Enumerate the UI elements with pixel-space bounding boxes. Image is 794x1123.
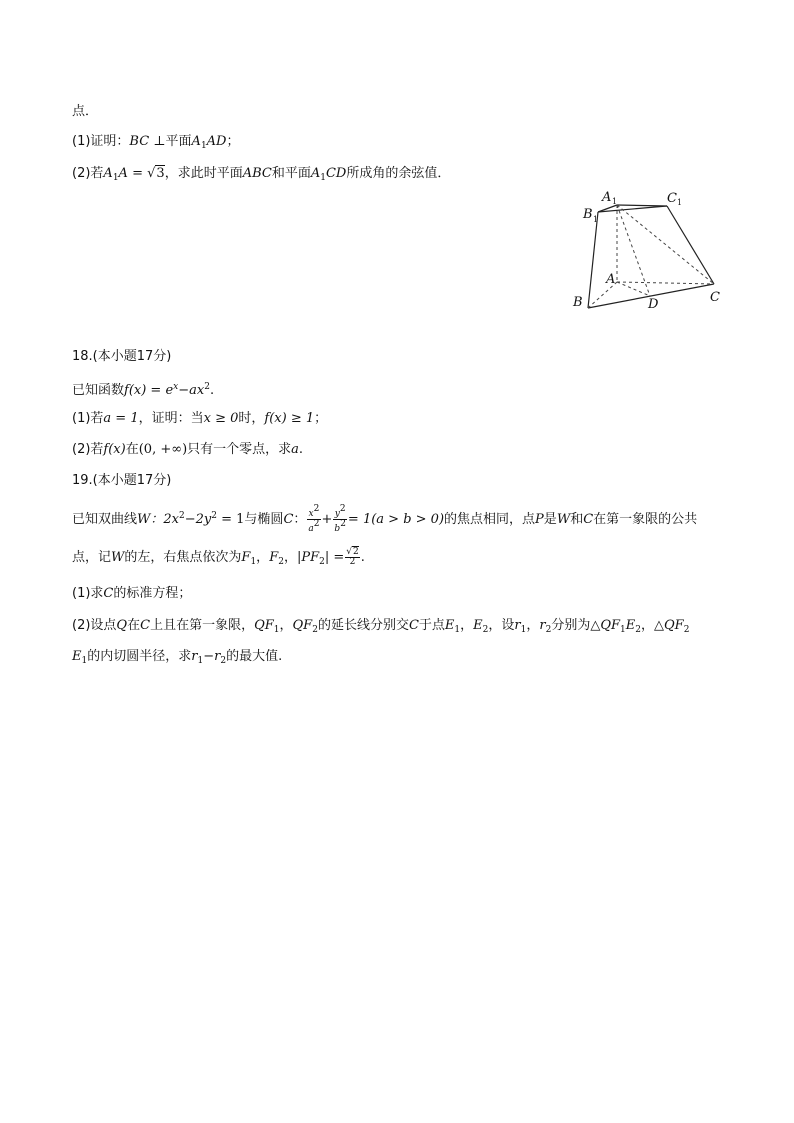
edge-b1-c1 [598,206,667,212]
problem17-part2: (2)若$A_1A = √3$，求此时平面ABC和平面$A_1CD$所成角的余弦值． [72,166,451,183]
problem19-line2: 点，记W的左，右焦点依次为$F_1$，$F_2$，$|PF_2|$ = $\frac{√2}{2}$ . [72,547,365,567]
problem18-part2: (2)若f(x)在(0, +∞)只有一个零点，求a. [72,442,304,457]
label-c1: C [667,191,677,206]
label-b: B [573,295,583,310]
problem19-part1: (1)求C的标准方程； [72,586,192,601]
problem17-tail: 点． [72,104,99,119]
svg-text:1: 1 [612,197,618,206]
problem19-heading: 19.(本小题17分) [72,473,172,488]
edge-a-c [617,282,714,284]
edge-a1-d [617,205,650,296]
edge-a-d [617,282,650,296]
edge-b1-b [588,212,598,308]
problem18-statement: 已知函数$f(x) = e^x-ax^2$. [72,382,215,398]
problem18-part1: (1)若a = 1，证明：当x ≥ 0时，f(x) ≥ 1； [72,411,328,426]
label-a1: A [602,190,612,205]
svg-text:1: 1 [677,198,683,207]
label-b1: B [583,207,593,222]
problem19-part2-line2: $E_1$的内切圆半径，求$r_1-r_2$的最大值. [72,649,283,666]
edge-c1-c [667,206,714,284]
svg-text:1: 1 [593,215,599,224]
problem19-part2-line1: (2)设点Q在C上且在第一象限，$QF_1$，$QF_2$的延长线分别交C于点$E_1$，$E_2$，设$r_1$，$r_2$分别为$\triangle QF_1E_2$，$\triangle QF_2$ [72,618,690,635]
problem18-heading: 18.(本小题17分) [72,349,172,364]
label-a: A [606,272,616,287]
problem19-line1: 已知双曲线W：$2x^2-2y^2 = 1$与椭圆C： $\frac{x^2}{a^2}$ + $\frac{y^2}{b^2}$ = 1(a > b > 0)的焦点相同，点P是W和C在第一象限的公共 [72,504,698,534]
problem17-part1: (1)证明：BC ⊥平面$A_1AD$； [72,134,240,151]
prism-figure [565,185,735,315]
edge-a1-c1 [617,205,667,206]
label-d: D [648,297,659,312]
label-c: C [710,290,720,305]
